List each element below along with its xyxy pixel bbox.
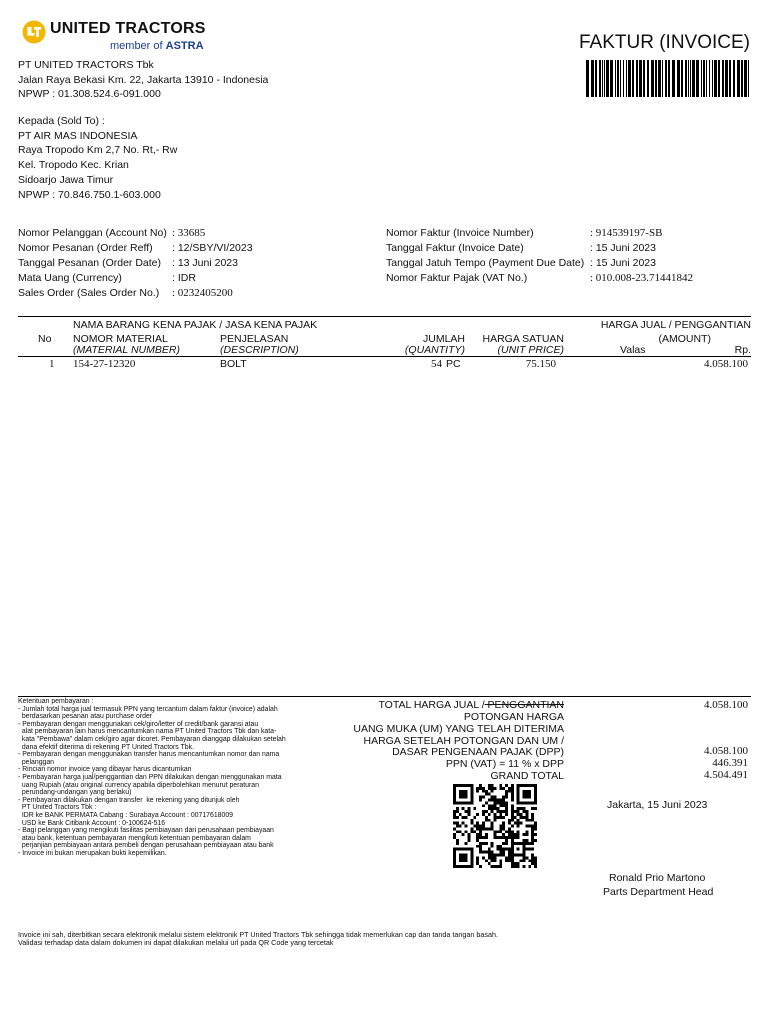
ppn-label: PPN (VAT) = 11 % x DPP xyxy=(445,758,564,770)
company-address: Jalan Raya Bekasi Km. 22, Jakarta 13910 - Indonesia xyxy=(18,73,269,86)
row-unit-price: 75.150 xyxy=(525,358,556,370)
barcode-icon xyxy=(586,60,751,97)
payment-term-line: atau bank, ketentuan pembayaran mengikuti ketentuan pembayaran dalam xyxy=(18,834,251,842)
dpp-label: DASAR PENGENAAN PAJAK (DPP) xyxy=(392,746,564,758)
sold-to-address-1: Raya Tropodo Km 2,7 No. Rt,- Rw xyxy=(18,144,178,157)
payment-term-line: dana efektif diterima di rekening PT United Tractors Tbk. xyxy=(18,743,194,751)
row-amount: 4.058.100 xyxy=(704,358,748,370)
payment-term-line: PT United Tractors Tbk : xyxy=(18,804,97,812)
payment-term-line: - Pembayaran dengan menggunakan cek/giro/letter of credit/bank garansi atau xyxy=(18,720,259,728)
signature-place-date: Jakarta, 15 Juni 2023 xyxy=(607,799,708,811)
table-header-rule xyxy=(18,356,751,357)
row-no: 1 xyxy=(49,358,55,370)
total-value: 4.058.100 xyxy=(704,699,748,711)
brand-member-of: member of ASTRA xyxy=(110,40,204,52)
sold-to-npwp: NPWP : 70.846.750.1-603.000 xyxy=(18,188,161,201)
info-row: Nomor Pelanggan (Account No) : 33685 xyxy=(18,227,206,239)
payment-term-line: IDR ke BANK PERMATA Cabang : Surabaya Account : 00717618009 xyxy=(18,811,234,819)
payment-term-line: USD ke Bank Citibank Account : 0-100624-516 xyxy=(18,819,166,827)
payment-term-line: - Pembayaran dengan menggunakan transfer harus mencantumkan nomor dan nama xyxy=(18,751,280,759)
col-description-en: (DESCRIPTION) xyxy=(220,344,299,356)
row-quantity: 54 xyxy=(431,358,442,370)
table-row xyxy=(0,358,768,372)
brand-name: UNITED TRACTORS xyxy=(50,20,206,37)
info-row: Nomor Pesanan (Order Reff) : 12/SBY/VI/2023 xyxy=(18,242,253,254)
payment-term-line: - Jumlah total harga jual termasuk PPN yang tercantum dalam faktur (invoice) adalah xyxy=(18,705,278,713)
payment-term-line: Ketentuan pembayaran : xyxy=(18,698,94,705)
col-unit-price-en: (UNIT PRICE) xyxy=(497,344,564,356)
payment-term-line: perundang-undangan yang berlaku) xyxy=(18,789,132,797)
table-top-rule xyxy=(18,316,751,317)
payment-term-line: - Pembayaran harga jual/penggantian dan PPN dilakukan dengan menggunakan mata xyxy=(18,773,282,781)
col-no: No xyxy=(38,333,52,345)
row-uom: PC xyxy=(446,358,461,370)
payment-term-line: pelanggan xyxy=(18,758,55,766)
company-name: PT UNITED TRACTORS Tbk xyxy=(18,59,154,71)
payment-term-line: perjanjian pembiayaan antara pembeli dengan perusahaan pembiayaan atau bank xyxy=(18,842,274,850)
col-valas: Valas xyxy=(620,344,646,356)
signatory-title: Parts Department Head xyxy=(603,886,714,898)
info-row: Nomor Faktur Pajak (VAT No.) : 010.008-23.71441842 xyxy=(386,272,693,284)
info-row: Nomor Faktur (Invoice Number) : 914539197-SB xyxy=(386,227,663,239)
company-block xyxy=(18,58,268,102)
uang-muka-label: UANG MUKA (UM) YANG TELAH DITERIMA xyxy=(353,723,564,735)
setelah-potongan-label: HARGA SETELAH POTONGAN DAN UM / xyxy=(363,735,564,747)
sold-to-label: Kepada (Sold To) : xyxy=(18,115,105,127)
payment-term-line: kata "Pembawa" dalam cek/giro agar dicoret. Pembayaran dianggap dilakukan setelah xyxy=(18,735,286,743)
totals-top-rule xyxy=(18,696,751,697)
payment-term-line: - Rincian nomor invoice yang dibayar harus dicantumkan xyxy=(18,766,192,774)
document-title: FAKTUR (INVOICE) xyxy=(578,32,750,53)
order-info-right xyxy=(386,226,693,286)
footer-line-2: Validasi terhadap data dalam dokumen ini dapat dilakukan melalui url pada QR Code yang tercetak xyxy=(18,938,334,948)
info-row: Tanggal Pesanan (Order Date) : 13 Juni 2023 xyxy=(18,257,238,269)
signatory-name: Ronald Prio Martono xyxy=(609,872,706,884)
sold-to-address-2: Kel. Tropodo Kec. Krian xyxy=(18,159,129,172)
info-row: Sales Order (Sales Order No.) : 0232405200 xyxy=(18,287,233,299)
united-tractors-logo-icon xyxy=(22,20,46,44)
grand-total-label: GRAND TOTAL xyxy=(490,770,564,782)
ppn-value: 446.391 xyxy=(712,757,748,769)
qr-code-icon[interactable] xyxy=(453,784,537,868)
table-header-amount: HARGA JUAL / PENGGANTIAN xyxy=(600,319,751,331)
col-unit-price: HARGA SATUAN xyxy=(482,333,564,345)
footer-note xyxy=(18,931,498,948)
info-row: Tanggal Faktur (Invoice Date) : 15 Juni 2023 xyxy=(386,242,656,254)
col-material-en: (MATERIAL NUMBER) xyxy=(73,344,180,356)
payment-terms xyxy=(18,698,336,857)
grand-total-value: 4.504.491 xyxy=(704,769,748,781)
sold-to-name: PT AIR MAS INDONESIA xyxy=(18,129,138,142)
total-label: TOTAL HARGA JUAL / PENGGANTIAN xyxy=(378,699,564,711)
info-row: Mata Uang (Currency) : IDR xyxy=(18,272,196,284)
row-description: BOLT xyxy=(220,358,247,370)
table-header-group: NAMA BARANG KENA PAJAK / JASA KENA PAJAK xyxy=(73,319,318,331)
payment-term-line: berdasarkan pesanan atau purchase order xyxy=(18,713,153,721)
payment-term-line: - Bagi pelanggan yang mengikuti fasilitas pembiayaan dari perusahaan pembiayaan xyxy=(18,827,274,835)
col-description: PENJELASAN xyxy=(220,333,289,345)
col-quantity: JUMLAH xyxy=(422,333,465,345)
info-row: Tanggal Jatuh Tempo (Payment Due Date) : 15 Juni 2023 xyxy=(386,257,656,269)
footer-line-1: Invoice ini sah, diterbitkan secara elektronik melalui sistem elektronik PT United Tractors Tbk sehingga tidak memerlukan cap dan tanda tangan basah. xyxy=(18,930,498,939)
payment-term-line: - Pembayaran dilakukan dengan transfer ke rekening yang ditunjuk oleh xyxy=(18,796,240,804)
col-material: NOMOR MATERIAL xyxy=(73,333,168,345)
col-quantity-en: (QUANTITY) xyxy=(404,344,465,356)
sold-to-block xyxy=(18,114,177,202)
row-material: 154-27-12320 xyxy=(73,358,136,370)
col-amount-en: (AMOUNT) xyxy=(658,333,711,345)
payment-term-line: uang Rupiah (atau original currency apabila diperbolehkan menurut peraturan xyxy=(18,781,259,789)
order-info-left xyxy=(18,226,253,301)
sold-to-address-3: Sidoarjo Jawa Timur xyxy=(18,173,114,186)
potongan-label: POTONGAN HARGA xyxy=(463,711,564,723)
payment-term-line: - Invoice ini bukan merupakan bukti kepemilikan. xyxy=(18,849,167,857)
company-npwp: NPWP : 01.308.524.6-091.000 xyxy=(18,88,161,101)
dpp-value: 4.058.100 xyxy=(704,745,748,757)
payment-term-line: alat pembayaran lain harus mencantumkan nama PT United Tractors Tbk dan kata- xyxy=(18,728,277,736)
col-rp: Rp. xyxy=(734,344,751,356)
